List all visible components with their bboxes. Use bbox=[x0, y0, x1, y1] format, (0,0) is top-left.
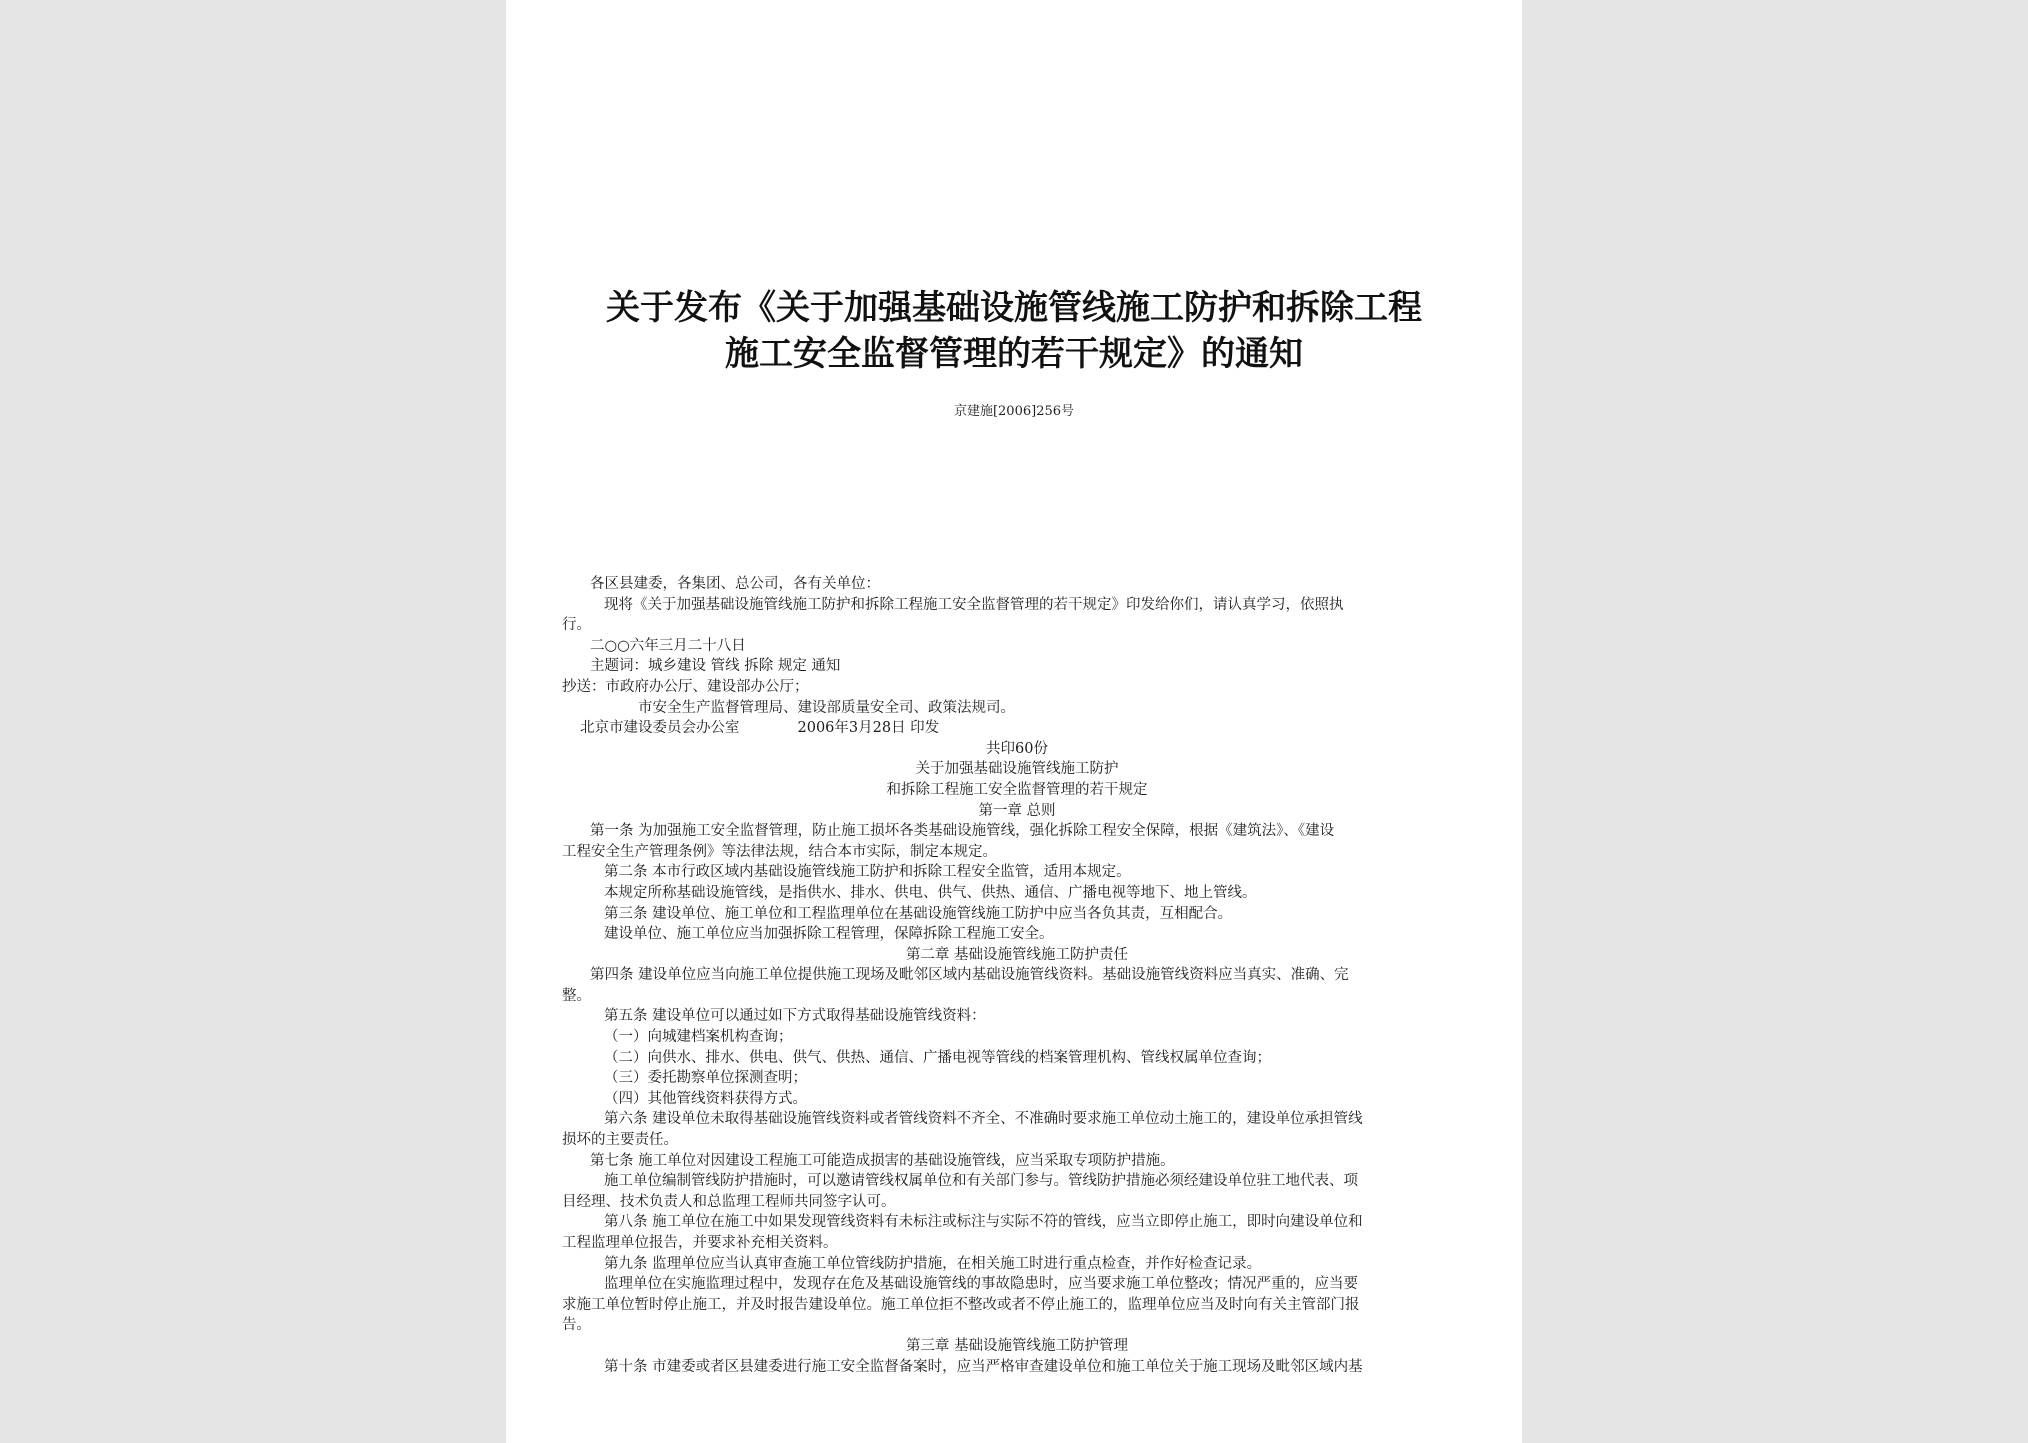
cc-line-2: 市安全生产监督管理局、建设部质量安全司、政策法规司。 bbox=[638, 699, 1015, 716]
addressee: 各区县建委，各集团、总公司，各有关单位： bbox=[590, 576, 880, 592]
document-title bbox=[506, 285, 1522, 377]
notice-date: 二○○六年三月二十八日 bbox=[590, 637, 746, 654]
article-5-item-3: （三）委托勘察单位探测查明； bbox=[604, 1070, 807, 1087]
article-9: 第九条 监理单位应当认真审查施工单位管线防护措施，在相关施工时进行重点检查，并作好检查记录。 bbox=[604, 1255, 1262, 1272]
article-8-continued: 工程监理单位报告，并要求补充相关资料。 bbox=[562, 1235, 838, 1251]
article-2: 第二条 本市行政区域内基础设施管线施工防护和拆除工程安全监管，适用本规定。 bbox=[604, 864, 1131, 881]
article-3-note: 建设单位、施工单位应当加强拆除工程管理，保障拆除工程施工安全。 bbox=[604, 926, 1054, 943]
document-number: 京建施[2006]256号 bbox=[953, 404, 1075, 419]
chapter-3-heading: 第三章 基础设施管线施工防护管理 bbox=[905, 1337, 1129, 1354]
notice-body: 现将《关于加强基础设施管线施工防护和拆除工程施工安全监督管理的若干规定》印发给你们，请认真学习，依照执 bbox=[604, 596, 1344, 613]
article-9-note-continued: 求施工单位暂时停止施工，并及时报告建设单位。施工单位拒不整改或者不停止施工的，监理单位应当及时向有关主管部门报 bbox=[562, 1296, 1360, 1313]
article-6-continued: 损坏的主要责任。 bbox=[562, 1132, 678, 1149]
document-page bbox=[506, 0, 1522, 1443]
chapter-1-heading: 第一章 总则 bbox=[978, 802, 1056, 819]
document-title-line-2: 施工安全监督管理的若干规定》的通知 bbox=[725, 334, 1303, 374]
issue-date: 2006年3月28日 印发 bbox=[797, 720, 940, 737]
article-7-note: 施工单位编制管线防护措施时，可以邀请管线权属单位和有关部门参与。管线防护措施必须经建设单位驻工地代表、项 bbox=[604, 1173, 1358, 1190]
document-body bbox=[562, 574, 1472, 1377]
article-1: 第一条 为加强施工安全监督管理，防止施工损坏各类基础设施管线，强化拆除工程安全保障，根据《建筑法》、《建设 bbox=[590, 823, 1335, 840]
issuer: 北京市建设委员会办公室 bbox=[580, 720, 740, 737]
article-6: 第六条 建设单位未取得基础设施管线资料或者管线资料不齐全、不准确时要求施工单位动土施工的，建设单位承担管线 bbox=[604, 1111, 1363, 1128]
regulation-title-line-1: 关于加强基础设施管线施工防护 bbox=[915, 761, 1119, 778]
cc-line-1: 抄送：市政府办公厅、建设部办公厅； bbox=[562, 678, 809, 695]
regulation-title-line-2: 和拆除工程施工安全监督管理的若干规定 bbox=[886, 781, 1148, 798]
article-5-item-1: （一）向城建档案机构查询； bbox=[604, 1029, 793, 1046]
article-8: 第八条 施工单位在施工中如果发现管线资料有未标注或标注与实际不符的管线，应当立即停止施工，即时向建设单位和 bbox=[604, 1214, 1363, 1231]
article-10: 第十条 市建委或者区县建委进行施工安全监督备案时，应当严格审查建设单位和施工单位关于施工现场及毗邻区域内基 bbox=[604, 1358, 1363, 1375]
copies-count: 共印60份 bbox=[986, 740, 1048, 757]
article-7: 第七条 施工单位对因建设工程施工可能造成损害的基础设施管线，应当采取专项防护措施。 bbox=[590, 1152, 1175, 1169]
subject-keywords: 主题词：城乡建设 管线 拆除 规定 通知 bbox=[590, 658, 841, 675]
article-2-note: 本规定所称基础设施管线，是指供水、排水、供电、供气、供热、通信、广播电视等地下、地上管线。 bbox=[604, 884, 1257, 901]
article-4-continued: 整。 bbox=[562, 987, 591, 1004]
chapter-2-heading: 第二章 基础设施管线施工防护责任 bbox=[905, 946, 1129, 963]
issuer-line bbox=[562, 718, 1472, 739]
article-5: 第五条 建设单位可以通过如下方式取得基础设施管线资料： bbox=[604, 1008, 986, 1025]
article-7-note-continued: 目经理、技术负责人和总监理工程师共同签字认可。 bbox=[562, 1193, 896, 1210]
article-1-continued: 工程安全生产管理条例》等法律法规，结合本市实际，制定本规定。 bbox=[562, 843, 997, 860]
article-9-note: 监理单位在实施监理过程中，发现存在危及基础设施管线的事故隐患时，应当要求施工单位整改；情况严重的，应当要 bbox=[604, 1276, 1358, 1293]
document-title-line-1: 关于发布《关于加强基础设施管线施工防护和拆除工程 bbox=[606, 288, 1422, 328]
article-9-note-end: 告。 bbox=[562, 1317, 591, 1334]
article-3: 第三条 建设单位、施工单位和工程监理单位在基础设施管线施工防护中应当各负其责，互相配合。 bbox=[604, 905, 1233, 922]
article-5-item-2: （二）向供水、排水、供电、供气、供热、通信、广播电视等管线的档案管理机构、管线权属单位查询； bbox=[604, 1049, 1271, 1066]
article-5-item-4: （四）其他管线资料获得方式。 bbox=[604, 1090, 807, 1107]
notice-body-continued: 行。 bbox=[562, 617, 591, 634]
article-4: 第四条 建设单位应当向施工单位提供施工现场及毗邻区域内基础设施管线资料。基础设施管线资料应当真实、准确、完 bbox=[590, 967, 1349, 984]
